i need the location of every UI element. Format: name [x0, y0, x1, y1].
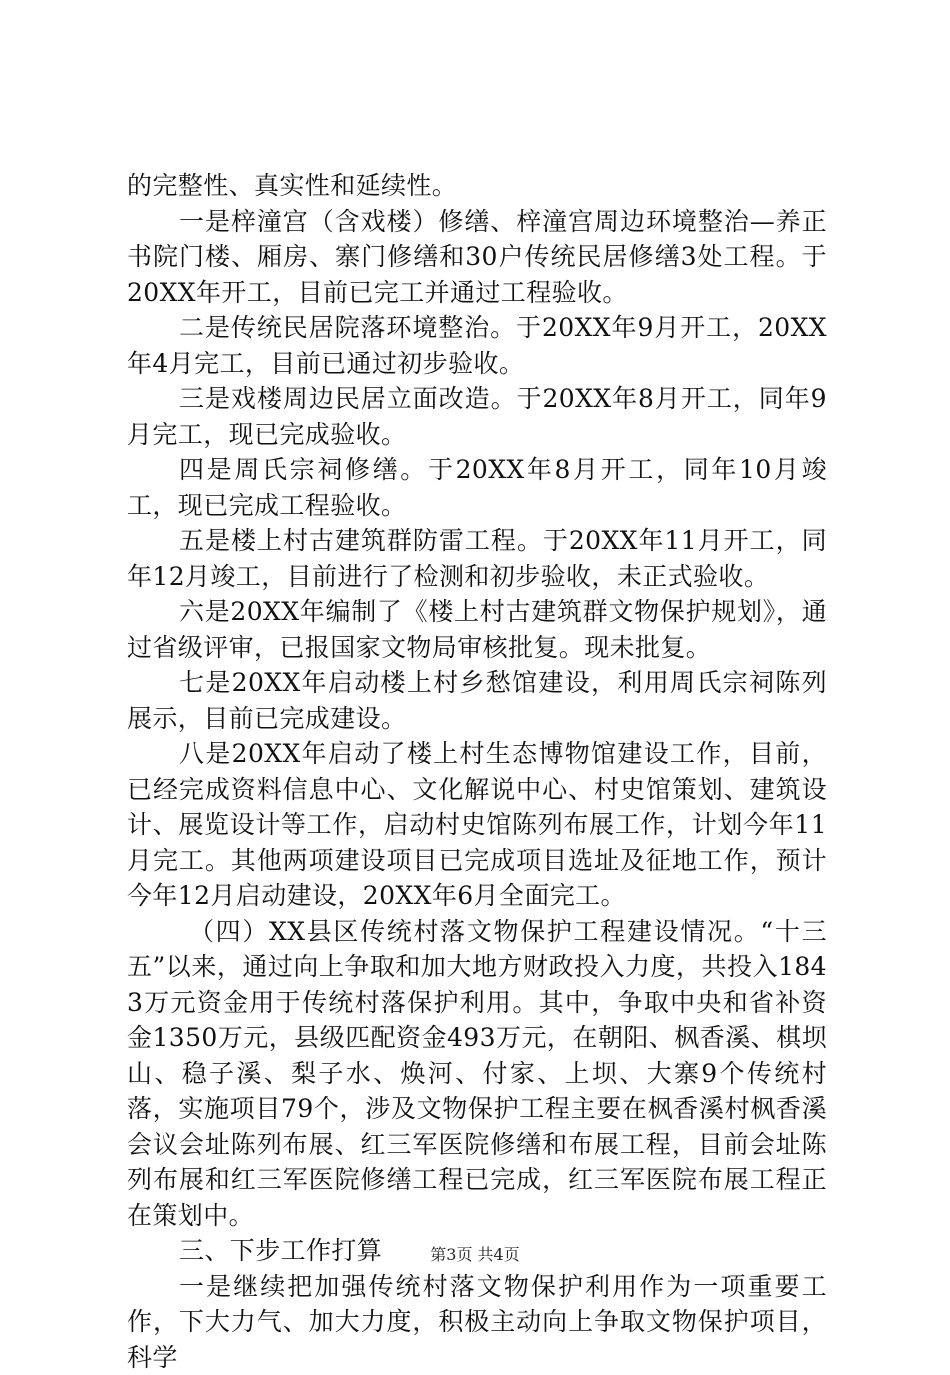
paragraph-item-5: 五是楼上村古建筑群防雷工程。于20XX年11月开工，同年12月竣工，目前进行了检测和初步验收，未正式验收。 [127, 523, 827, 594]
paragraph-section-4: （四）XX县区传统村落文物保护工程建设情况。“十三五”以来，通过向上争取和加大地方财政投入力度，共投入1843万元资金用于传统村落保护利用。其中，争取中央和省补资金1350万元，县级匹配资金493万元，在朝阳、枫香溪、棋坝山、稳子溪、梨子水、焕河、付家、上坝、大寨9个传统村落，实施项目79个，涉及文物保护工程主要在枫香溪村枫香溪会议会址陈列布展、红三军医院修缮和布展工程，目前会址陈列布展和红三军医院修缮工程已完成，红三军医院布展工程正在策划中。 [127, 914, 827, 1234]
paragraph-item-3: 三是戏楼周边民居立面改造。于20XX年8月开工，同年9月完工，现已完成验收。 [127, 381, 827, 452]
document-body [127, 168, 827, 1375]
paragraph-next-step-1: 一是继续把加强传统村落文物保护利用作为一项重要工作，下大力气、加大力度，积极主动向上争取文物保护项目，科学 [127, 1269, 827, 1375]
paragraph-item-2: 二是传统民居院落环境整治。于20XX年9月开工，20XX年4月完工，目前已通过初步验收。 [127, 310, 827, 381]
paragraph-item-8: 八是20XX年启动了楼上村生态博物馆建设工作，目前，已经完成资料信息中心、文化解说中心、村史馆策划、建筑设计、展览设计等工作，启动村史馆陈列布展工作，计划今年11月完工。其他两项建设项目已完成项目选址及征地工作，预计今年12月启动建设，20XX年6月全面完工。 [127, 736, 827, 914]
paragraph-continuation: 的完整性、真实性和延续性。 [127, 168, 827, 204]
section-heading-next-steps: 三、下步工作打算 [127, 1233, 827, 1269]
paragraph-item-4: 四是周氏宗祠修缮。于20XX年8月开工，同年10月竣工，现已完成工程验收。 [127, 452, 827, 523]
paragraph-item-6: 六是20XX年编制了《楼上村古建筑群文物保护规划》，通过省级评审，已报国家文物局审核批复。现未批复。 [127, 594, 827, 665]
page-number-footer: 第3页 共4页 [0, 1244, 950, 1266]
paragraph-item-1: 一是梓潼宫（含戏楼）修缮、梓潼宫周边环境整治—养正书院门楼、厢房、寨门修缮和30户传统民居修缮3处工程。于20XX年开工，目前已完工并通过工程验收。 [127, 204, 827, 311]
paragraph-item-7: 七是20XX年启动楼上村乡愁馆建设，利用周氏宗祠陈列展示，目前已完成建设。 [127, 665, 827, 736]
